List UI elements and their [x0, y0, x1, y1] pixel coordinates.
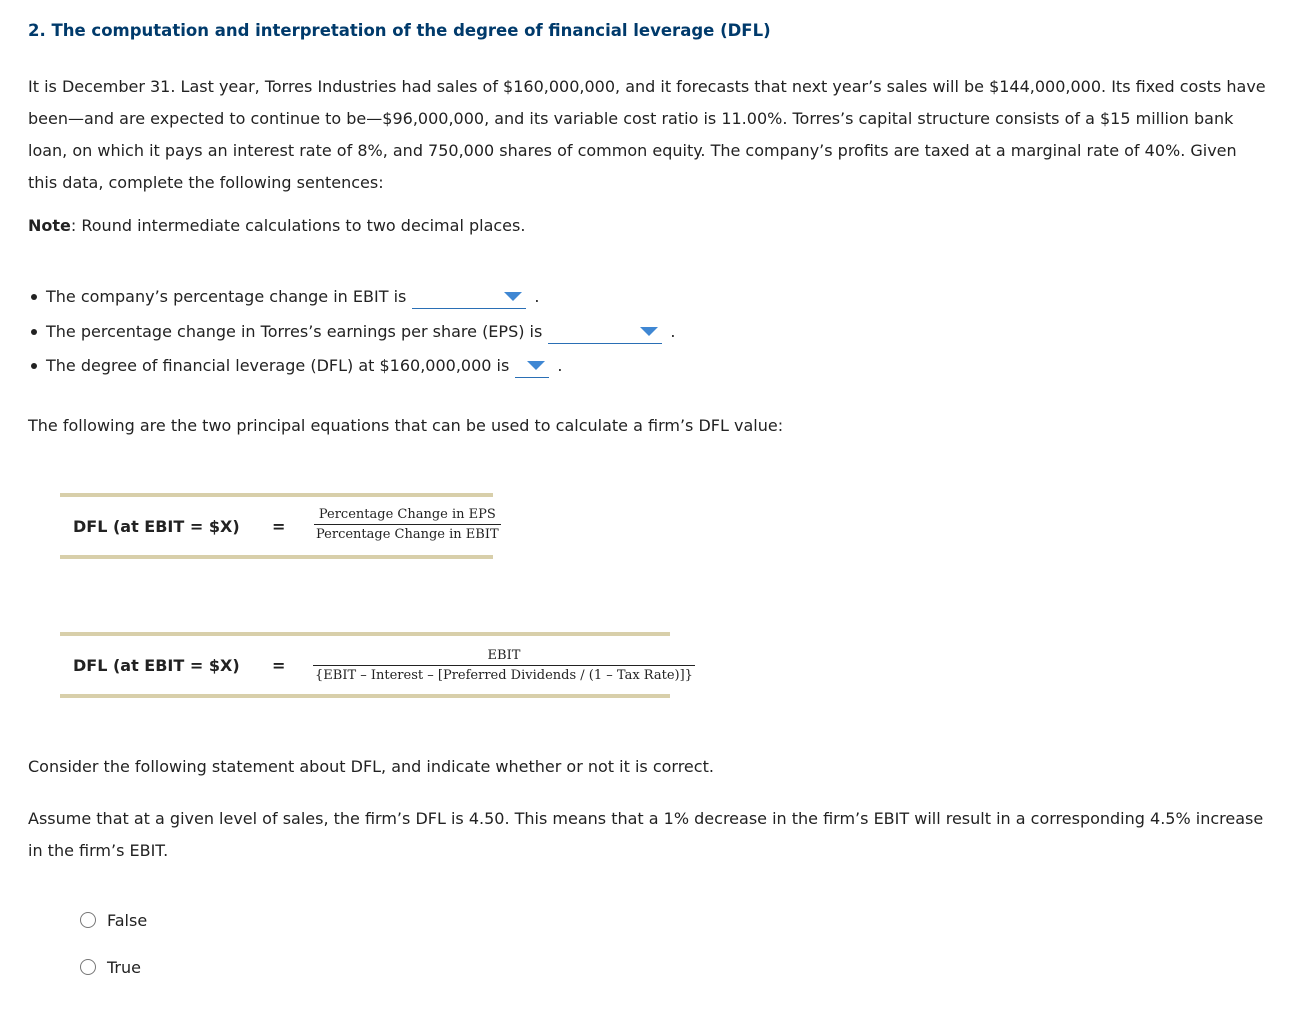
chevron-down-icon [640, 327, 658, 336]
equation-fraction [314, 507, 501, 542]
equation-lhs: DFL (at EBIT = $X) [73, 656, 240, 675]
equations-intro: The following are the two principal equations that can be used to calculate a firm’s DFL value: [28, 416, 784, 435]
note-label: Note [28, 216, 71, 235]
note-text: : Round intermediate calculations to two decimal places. [70, 216, 526, 235]
ebit-change-dropdown[interactable] [412, 286, 526, 309]
fraction-denominator: Percentage Change in EBIT [316, 527, 499, 542]
bullet-text: The percentage change in Torres’s earnings per share (EPS) is [46, 321, 543, 341]
dfl-statement: Assume that at a given level of sales, the firm’s DFL is 4.50. This means that a 1% decrease in the firm’s EBIT will result in a corresponding 4.5% increase in the firm’s EBIT. [28, 809, 1264, 860]
equation-box-1 [60, 493, 499, 559]
equation-box-2 [60, 632, 693, 698]
bullet-suffix: . [557, 356, 563, 375]
option-label: True [107, 958, 141, 977]
equals-sign: = [272, 517, 286, 536]
fraction-denominator: {EBIT – Interest – [Preferred Dividends / (1 – Tax Rate)]} [315, 668, 693, 683]
option-false[interactable] [80, 909, 147, 933]
equation-lhs: DFL (at EBIT = $X) [73, 517, 240, 536]
bullet-suffix: . [534, 287, 540, 306]
bullet-dfl [28, 349, 675, 384]
fill-in-list [28, 280, 675, 384]
question-title: 2. The computation and interpretation of the degree of financial leverage (DFL) [28, 21, 771, 40]
bullet-text: The company’s percentage change in EBIT is [46, 287, 407, 306]
equals-sign: = [272, 656, 286, 675]
radio-icon[interactable] [80, 959, 96, 975]
radio-icon[interactable] [80, 912, 96, 928]
problem-paragraph: It is December 31. Last year, Torres Industries had sales of $160,000,000, and it forecasts that next year’s sales will be $144,000,000. Its fixed costs have been—and are expected to continue to be—$96,000,000, and its variable cost ratio is 11.00%. Torres’s capital structure consists of a $15 million bank loan, on which it pays an interest rate of 8%, and 750,000 shares of common equity. The company’s profits are taxed at a marginal rate of 40%. Given this data, complete the following sentences: [28, 77, 1266, 192]
chevron-down-icon [504, 292, 522, 301]
option-true[interactable] [80, 956, 141, 980]
bullet-text: The degree of financial leverage (DFL) at $160,000,000 is [46, 356, 510, 375]
equation-fraction [313, 648, 695, 683]
fraction-numerator: EBIT [313, 648, 695, 666]
fraction-numerator: Percentage Change in EPS [314, 507, 501, 525]
rounding-note [28, 216, 525, 235]
bullet-eps-change [28, 315, 675, 350]
bullet-suffix: . [670, 321, 676, 341]
consider-prompt: Consider the following statement about DFL, and indicate whether or not it is correct. [28, 757, 714, 776]
dfl-dropdown[interactable] [515, 355, 549, 378]
bullet-ebit-change [28, 280, 675, 315]
option-label: False [107, 911, 148, 930]
chevron-down-icon [527, 361, 545, 370]
eps-change-dropdown[interactable] [548, 321, 662, 344]
